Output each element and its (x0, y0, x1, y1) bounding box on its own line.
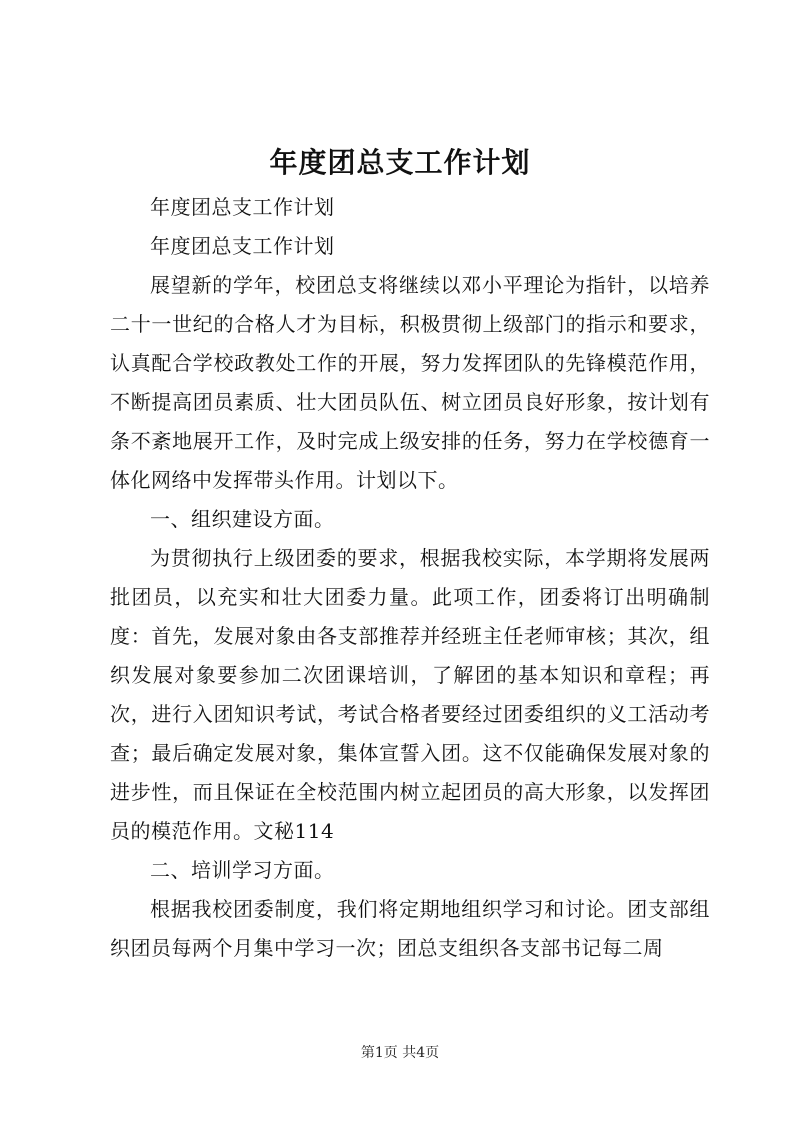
document-body (110, 188, 710, 968)
section-heading-organization: 一、组织建设方面。 (150, 507, 335, 531)
paragraph-training: 根据我校团委制度，我们将定期地组织学习和讨论。团支部组织团员每两个月集中学习一次；团总支组织各支部书记每二周 (110, 897, 710, 960)
paragraph-intro: 展望新的学年，校团总支将继续以邓小平理论为指针，以培养二十一世纪的合格人才为目标，积极贯彻上级部门的指示和要求，认真配合学校政教处工作的开展，努力发挥团队的先锋模范作用，不断提高团员素质、壮大团员队伍、树立团员良好形象，按计划有条不紊地展开工作，及时完成上级安排的任务，努力在学校德育一体化网络中发挥带头作用。计划以下。 (110, 273, 710, 492)
paragraph-subtitle-2: 年度团总支工作计划 (150, 234, 335, 258)
page-footer: 第1页 共4页 (360, 1045, 440, 1061)
paragraph-subtitle-1: 年度团总支工作计划 (150, 195, 335, 219)
section-heading-training: 二、培训学习方面。 (150, 858, 335, 882)
document-title: 年度团总支工作计划 (269, 146, 531, 179)
paragraph-organization: 为贯彻执行上级团委的要求，根据我校实际，本学期将发展两批团员，以充实和壮大团委力量。此项工作，团委将订出明确制度：首先，发展对象由各支部推荐并经班主任老师审核；其次，组织发展对象要参加二次团课培训，了解团的基本知识和章程；再次，进行入团知识考试，考试合格者要经过团委组织的义工活动考查；最后确定发展对象，集体宣誓入团。这不仅能确保发展对象的进步性，而且保证在全校范围内树立起团员的高大形象，以发挥团员的模范作用。文秘114 (110, 546, 710, 843)
